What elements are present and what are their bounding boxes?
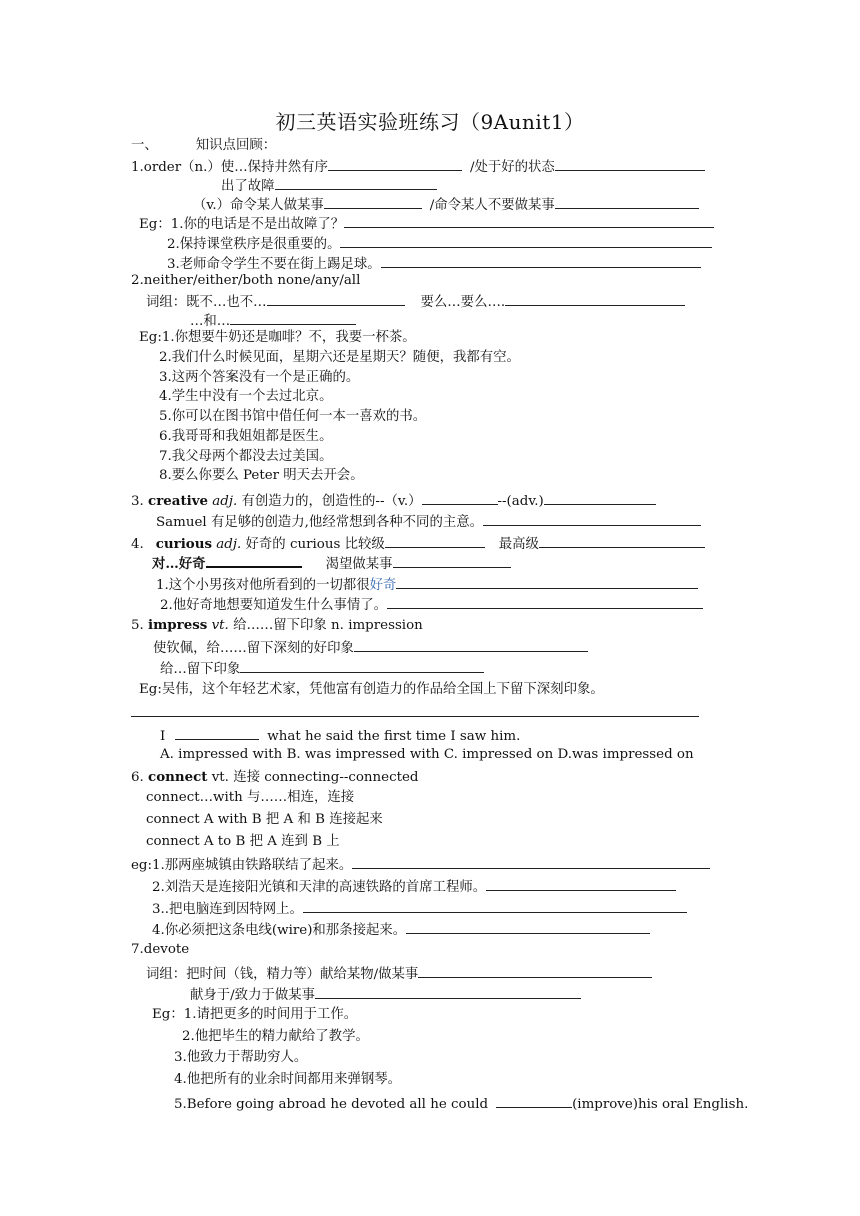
item3-example: Samuel 有足够的创造力,他经常想到各种不同的主意。	[156, 511, 701, 531]
item5-phrase1: 使钦佩，给……留下深刻的好印象	[153, 637, 588, 657]
item7-s1: Eg：1.请把更多的时间用于工作。	[152, 1007, 358, 1022]
item2-s7: 7.我父母两个都没去过美国。	[159, 449, 333, 464]
blank[interactable]	[539, 533, 705, 548]
item7-s4: 4.他把所有的业余时间都用来弹钢琴。	[174, 1072, 402, 1087]
blank[interactable]	[275, 175, 437, 190]
item3-head: 3. creative adj. 有创造力的，创造性的--（v.） --(adv.)	[131, 490, 656, 510]
blank[interactable]	[340, 233, 712, 248]
blank[interactable]	[393, 553, 511, 568]
blank[interactable]	[505, 291, 685, 306]
item1-eg3: 3.老师命令学生不要在街上踢足球。	[167, 253, 701, 273]
blank[interactable]	[496, 1093, 572, 1108]
item4-phrases: 对…好奇 渴望做某事	[152, 552, 511, 572]
item6-s4: 4.你必须把这条电线(wire)和那条接起来。	[152, 919, 650, 939]
item4-head: 4. curious adj. 好奇的 curious 比较级 最高级	[131, 533, 705, 553]
blank[interactable]	[555, 156, 705, 171]
item2-head: 2.neither/either/both none/any/all	[131, 273, 361, 288]
item7-s3: 3.他致力于帮助穷人。	[174, 1050, 308, 1065]
item6-s3: 3..把电脑连到因特网上。	[152, 898, 687, 918]
blank[interactable]	[315, 984, 581, 999]
blank[interactable]	[406, 919, 650, 934]
item4-s2: 2.他好奇地想要知道发生什么事情了。	[160, 594, 703, 614]
item6-s1: eg:1.那两座城镇由铁路联结了起来。	[131, 854, 710, 874]
item4-s1: 1.这个小男孩对他所看到的一切都很好奇	[156, 574, 698, 594]
blank[interactable]	[544, 490, 656, 505]
item1-line1: 1.order（n.）使…保持井然有序 /处于好的状态	[131, 156, 705, 176]
blank[interactable]	[381, 253, 701, 268]
item5-options: A. impressed with B. was impressed with C. impressed on D.was impressed on	[160, 747, 694, 762]
item7-s5: 5.Before going abroad he devoted all he could (improve)his oral English.	[174, 1093, 748, 1113]
item2-s3: 3.这两个答案没有一个是正确的。	[159, 370, 360, 385]
item1-eg2: 2.保持课堂秩序是很重要的。	[167, 233, 712, 253]
blank[interactable]	[175, 725, 259, 740]
blank[interactable]	[385, 533, 485, 548]
item2-phrase2: …和…	[190, 310, 356, 330]
item2-s1: Eg:1.你想要牛奶还是咖啡？不，我要一杯茶。	[139, 330, 416, 345]
blank[interactable]	[555, 194, 699, 209]
item2-s8: 8.要么你要么 Peter 明天去开会。	[159, 468, 364, 483]
page-title: 初三英语实验班练习（9Aunit1）	[275, 110, 585, 134]
blank[interactable]	[486, 876, 676, 891]
item2-s2: 2.我们什么时候见面，星期六还是星期天？随便，我都有空。	[159, 350, 520, 365]
item6-p1: connect…with 与……相连，连接	[146, 790, 355, 805]
item1-line2: 出了故障	[221, 175, 437, 195]
blank[interactable]	[354, 637, 588, 652]
blank[interactable]	[267, 291, 405, 306]
item2-phrase1: 词组：既不…也不… 要么…要么….	[146, 291, 685, 311]
blank[interactable]	[303, 898, 687, 913]
blank[interactable]	[240, 658, 484, 673]
item5-head: 5. impress vt. 给……留下印象 n. impression	[131, 617, 423, 633]
item6-head: 6. connect vt. 连接 connecting--connected	[131, 769, 419, 785]
item2-s4: 4.学生中没有一个去过北京。	[159, 389, 333, 404]
item6-p3: connect A to B 把 A 连到 B 上	[146, 834, 340, 849]
blank[interactable]	[396, 574, 698, 589]
answer-line[interactable]	[131, 716, 699, 717]
blank[interactable]	[422, 490, 498, 505]
blank[interactable]	[230, 310, 356, 325]
item2-s6: 6.我哥哥和我姐姐都是医生。	[159, 429, 333, 444]
item7-s2: 2.他把毕生的精力献给了教学。	[182, 1029, 369, 1044]
blank[interactable]	[324, 194, 422, 209]
item7-p2: 献身于/致力于做某事	[190, 984, 581, 1004]
item1-line3: （v.）命令某人做某事 /命令某人不要做某事	[193, 194, 699, 214]
item5-question: I what he said the first time I saw him.	[160, 725, 520, 745]
blank[interactable]	[387, 594, 703, 609]
blank[interactable]	[206, 552, 302, 568]
item6-p2: connect A with B 把 A 和 B 连接起来	[146, 812, 383, 827]
blank[interactable]	[418, 963, 652, 978]
item7-p1: 词组：把时间（钱，精力等）献给某物/做某事	[146, 963, 652, 983]
blank[interactable]	[344, 213, 714, 228]
item6-s2: 2.刘浩天是连接阳光镇和天津的高速铁路的首席工程师。	[152, 876, 676, 896]
item5-phrase2: 给…留下印象	[160, 658, 484, 678]
blank[interactable]	[328, 156, 462, 171]
section-heading: 一、 知识点回顾：	[131, 138, 277, 153]
item1-eg1: Eg：1.你的电话是不是出故障了？	[139, 213, 714, 233]
item2-s5: 5.你可以在图书馆中借任何一本一喜欢的书。	[159, 409, 427, 424]
item7-head: 7.devote	[131, 942, 190, 957]
blank[interactable]	[352, 854, 710, 869]
item5-eg: Eg:吴伟，这个年轻艺术家，凭他富有创造力的作品给全国上下留下深刻印象。	[139, 682, 604, 697]
blank[interactable]	[483, 511, 701, 526]
